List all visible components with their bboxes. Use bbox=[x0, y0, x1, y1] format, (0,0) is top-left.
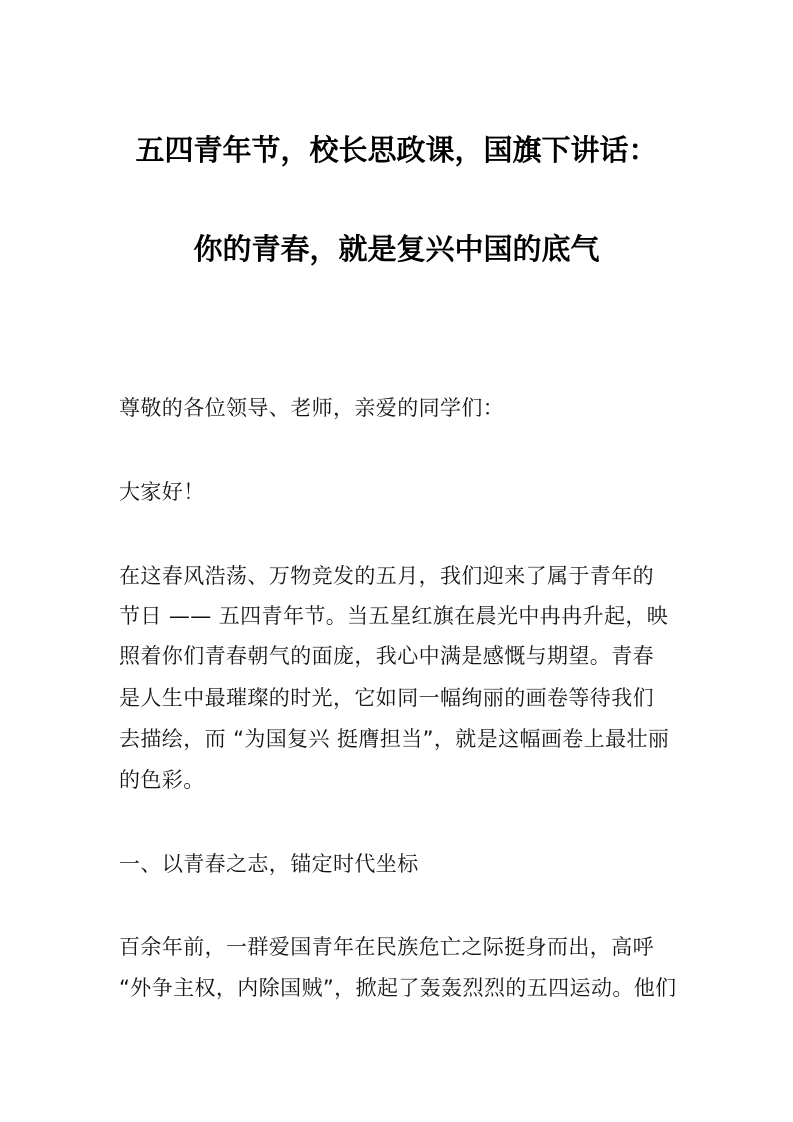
document-title-line-1: 五四青年节，校长思政课，国旗下讲话： bbox=[135, 133, 658, 167]
paragraph-line: 节日 —— 五四青年节。当五星红旗在晨光中冉冉升起，映 bbox=[119, 604, 669, 628]
paragraph-line: 在这春风浩荡、万物竞发的五月，我们迎来了属于青年的 bbox=[119, 564, 654, 588]
paragraph-line: “外争主权，内除国贼”，掀起了轰轰烈烈的五四运动。他们 bbox=[119, 976, 677, 1000]
greeting: 大家好！ bbox=[119, 480, 205, 504]
paragraph-line: 百余年前，一群爱国青年在民族危亡之际挺身而出，高呼 bbox=[119, 935, 654, 959]
paragraph-line: 的色彩。 bbox=[119, 768, 205, 792]
paragraph-line: 照着你们青春朝气的面庞，我心中满是感慨与期望。青春 bbox=[119, 644, 654, 668]
document-title-line-2: 你的青春，就是复兴中国的底气 bbox=[193, 232, 600, 266]
section-heading: 一、以青春之志，锚定时代坐标 bbox=[119, 852, 419, 876]
salutation: 尊敬的各位领导、老师，亲爱的同学们： bbox=[119, 396, 505, 420]
paragraph-line: 是人生中最璀璨的时光，它如同一幅绚丽的画卷等待我们 bbox=[119, 686, 654, 710]
paragraph-line: 去描绘，而 “为国复兴 挺膺担当”，就是这幅画卷上最壮丽 bbox=[119, 727, 670, 751]
